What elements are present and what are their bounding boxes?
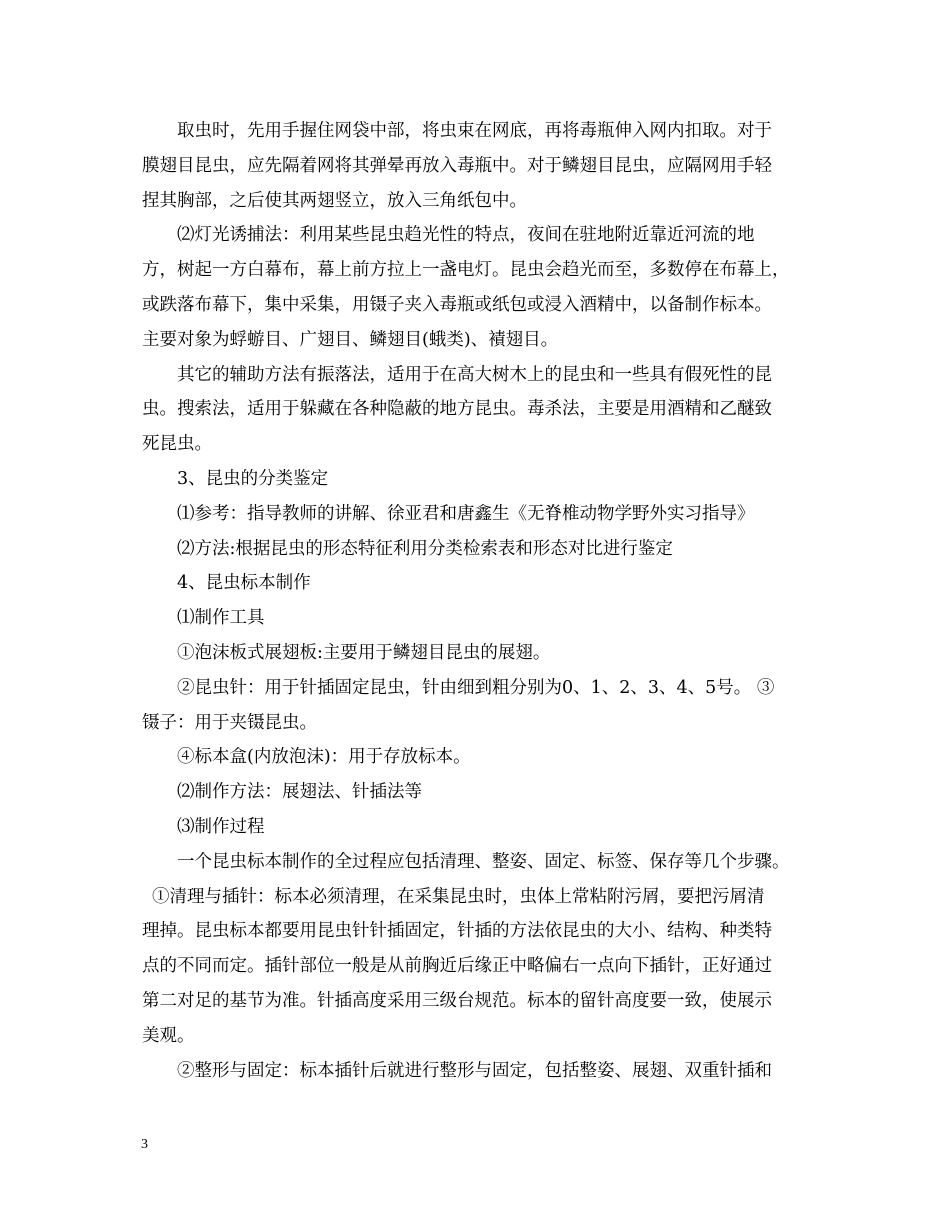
subsection-heading: ⑵制作方法：展翅法、针插法等 <box>177 782 422 803</box>
subsection-heading: ⑶制作过程 <box>177 816 265 837</box>
list-item: 镊子：用于夹镊昆虫。 <box>142 712 317 733</box>
page-number: 3 <box>141 1137 148 1152</box>
paragraph-line: 第二对足的基节为准。针插高度采用三级台规范。标本的留针高度要一致，使展示 <box>142 990 772 1011</box>
paragraph-line: ⑵方法:根据昆虫的形态特征利用分类检索表和形态对比进行鉴定 <box>177 538 673 559</box>
paragraph-line: 死昆虫。 <box>142 434 212 455</box>
paragraph-line: 或跌落布幕下，集中采集，用镊子夹入毒瓶或纸包或浸入酒精中，以备制作标本。 <box>142 294 772 315</box>
section-heading: 4、昆虫标本制作 <box>177 573 311 594</box>
list-item: ②昆虫针：用于针插固定昆虫，针由细到粗分别为0、1、2、3、4、5号。 ③ <box>177 677 775 698</box>
document-body <box>142 114 822 1088</box>
paragraph-line: 美观。 <box>142 1025 195 1046</box>
paragraph-line: 捏其胸部，之后使其两翅竖立，放入三角纸包中。 <box>142 190 527 211</box>
list-item: ④标本盒(内放泡沫)：用于存放标本。 <box>177 747 471 768</box>
subsection-heading: ⑴制作工具 <box>177 608 265 629</box>
paragraph-line: 主要对象为蜉蝣目、广翅目、鳞翅目(蛾类)、襀翅目。 <box>142 329 559 350</box>
paragraph-line: 虫。搜索法，适用于躲藏在各种隐蔽的地方昆虫。毒杀法，主要是用酒精和乙醚致 <box>142 399 772 420</box>
section-heading: 3、昆虫的分类鉴定 <box>177 468 329 489</box>
paragraph-line: 理掉。昆虫标本都要用昆虫针针插固定，针插的方法依昆虫的大小、结构、种类特 <box>142 921 772 942</box>
paragraph-line: ②整形与固定：标本插针后就进行整形与固定，包括整姿、展翅、双重针插和 <box>177 1060 772 1081</box>
paragraph-line: 点的不同而定。插针部位一般是从前胸近后缘正中略偏右一点向下插针，正好通过 <box>142 956 772 977</box>
paragraph-line: ⑵灯光诱捕法：利用某些昆虫趋光性的特点，夜间在驻地附近靠近河流的地 <box>177 225 755 246</box>
paragraph-line: 取虫时，先用手握住网袋中部，将虫束在网底，再将毒瓶伸入网内扣取。对于 <box>177 121 772 141</box>
paragraph-line: 方，树起一方白幕布，幕上前方拉上一盏电灯。昆虫会趋光而至，多数停在布幕上， <box>142 260 790 281</box>
list-item: ①泡沫板式展翅板:主要用于鳞翅目昆虫的展翅。 <box>177 642 551 663</box>
paragraph-line: 其它的辅助方法有振落法，适用于在高大树木上的昆虫和一些具有假死性的昆 <box>177 364 772 385</box>
paragraph-line: ①清理与插针：标本必须清理，在采集昆虫时，虫体上常粘附污屑，要把污屑清 <box>152 886 765 907</box>
paragraph-line: 一个昆虫标本制作的全过程应包括清理、整姿、固定、标签、保存等几个步骤。 <box>177 851 790 872</box>
paragraph-line: ⑴参考：指导教师的讲解、徐亚君和唐鑫生《无脊椎动物学野外实习指导》 <box>177 503 755 524</box>
paragraph-line: 膜翅目昆虫，应先隔着网将其弹晕再放入毒瓶中。对于鳞翅目昆虫，应隔网用手轻 <box>142 155 772 176</box>
